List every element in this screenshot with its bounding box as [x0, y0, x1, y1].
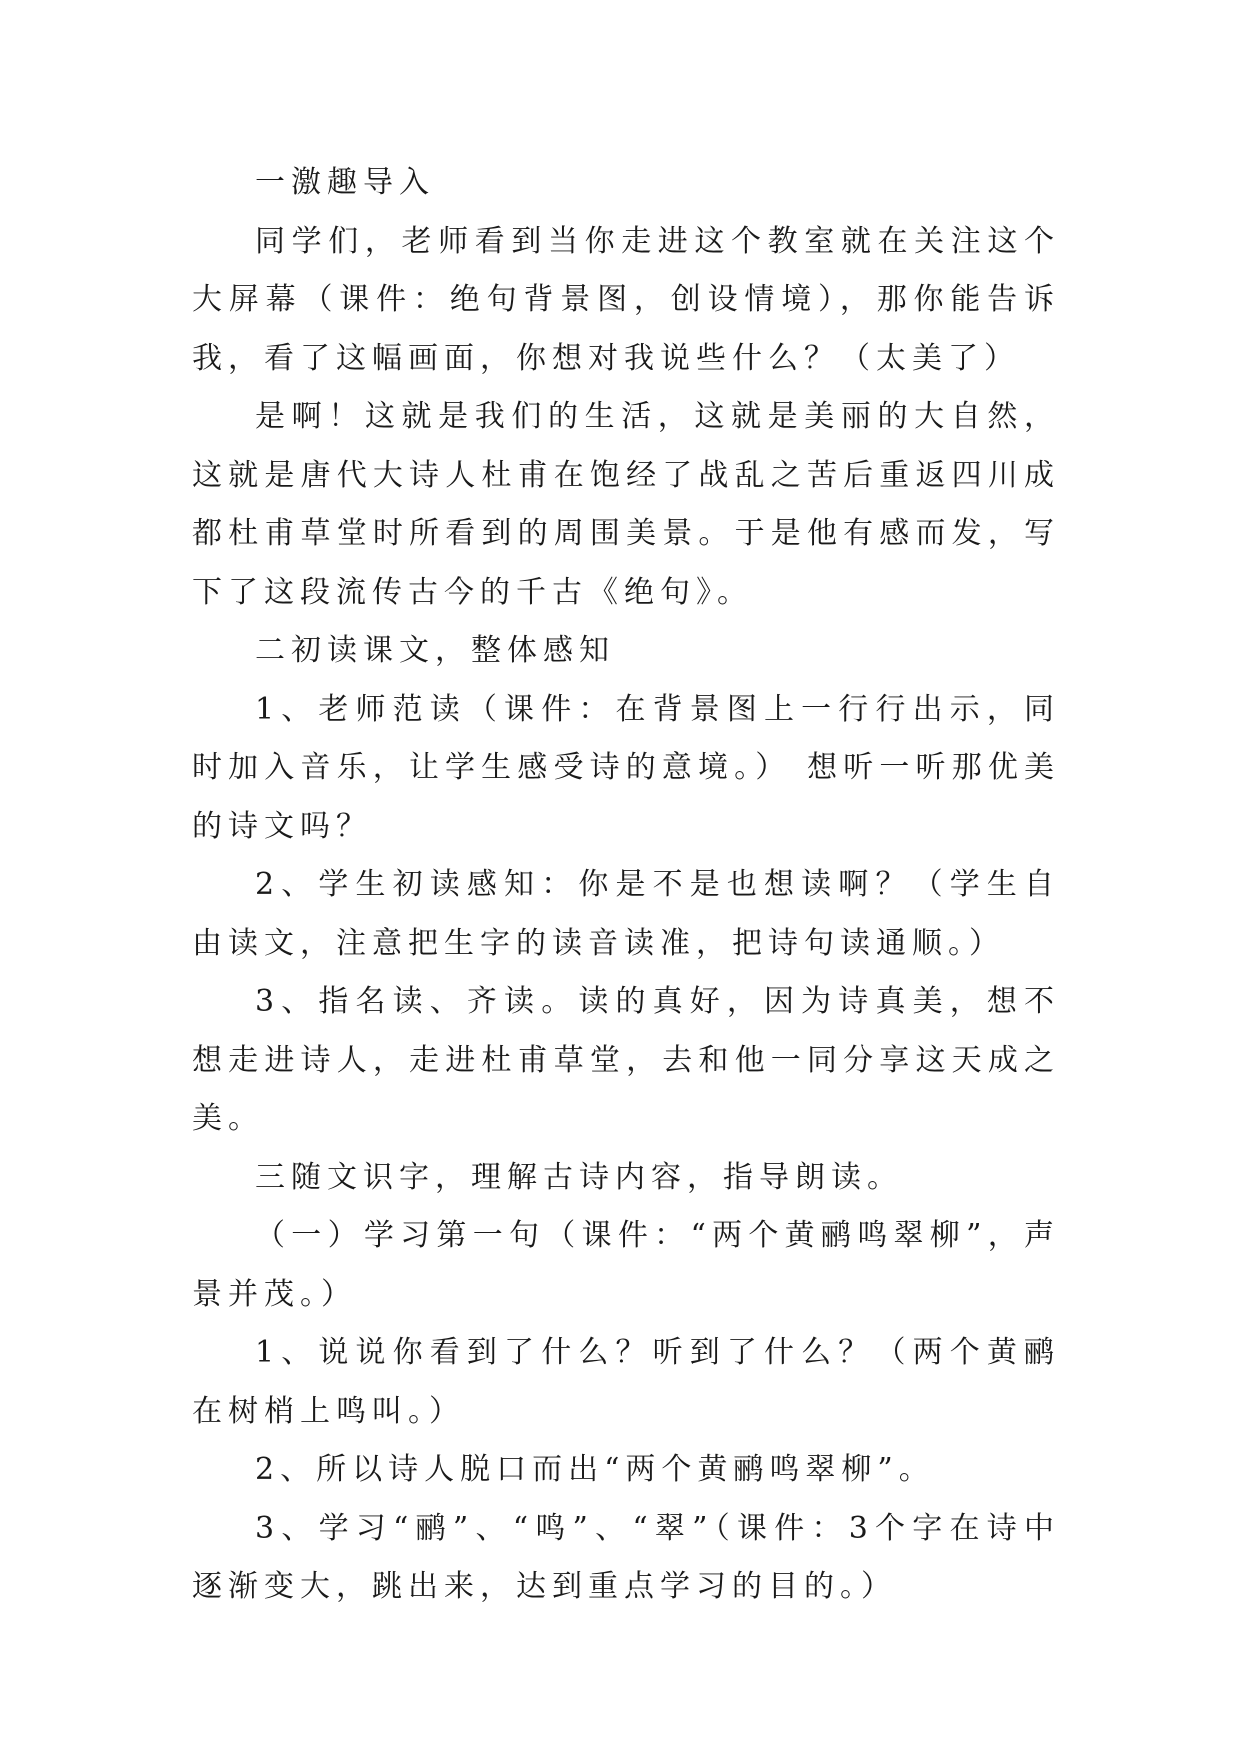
- list-item: 3、指名读、齐读。读的真好，因为诗真美，想不想走进诗人，走进杜甫草堂，去和他一同分享这天成之美。: [192, 984, 1060, 1136]
- section-heading-first-reading: 二初读课文，整体感知: [255, 633, 615, 668]
- subsection-heading: （一）学习第一句（课件：“两个黄鹂鸣翠柳”，声景并茂。）: [192, 1218, 1060, 1312]
- list-item: 1、老师范读（课件：在背景图上一行行出示，同时加入音乐，让学生感受诗的意境。） 想听一听那优美的诗文吗？: [192, 691, 1060, 844]
- list-item: 2、所以诗人脱口而出“两个黄鹂鸣翠柳”。: [255, 1452, 935, 1487]
- section-heading-intro: 一激趣导入: [255, 165, 435, 200]
- list-item: 1、说说你看到了什么？听到了什么？（两个黄鹂在树梢上鸣叫。）: [192, 1335, 1060, 1429]
- list-item: 2、学生初读感知：你是不是也想读啊？（学生自由读文，注意把生字的读音读准，把诗句读通顺。）: [192, 867, 1060, 961]
- paragraph: 是啊！这就是我们的生活，这就是美丽的大自然，这就是唐代大诗人杜甫在饱经了战乱之苦后重返四川成都杜甫草堂时所看到的周围美景。于是他有感而发，写下了这段流传古今的千古《绝句》。: [192, 399, 1060, 610]
- document-body: [192, 154, 1060, 1617]
- list-item: 3、学习“鹂”、“鸣”、“翠”（课件：3个字在诗中逐渐变大，跳出来，达到重点学习的目的。）: [192, 1510, 1060, 1604]
- paragraph: 同学们，老师看到当你走进这个教室就在关注这个大屏幕（课件：绝句背景图，创设情境），那你能告诉我，看了这幅画面，你想对我说些什么？（太美了）: [192, 223, 1060, 376]
- section-heading-literacy: 三随文识字，理解古诗内容，指导朗读。: [255, 1159, 903, 1195]
